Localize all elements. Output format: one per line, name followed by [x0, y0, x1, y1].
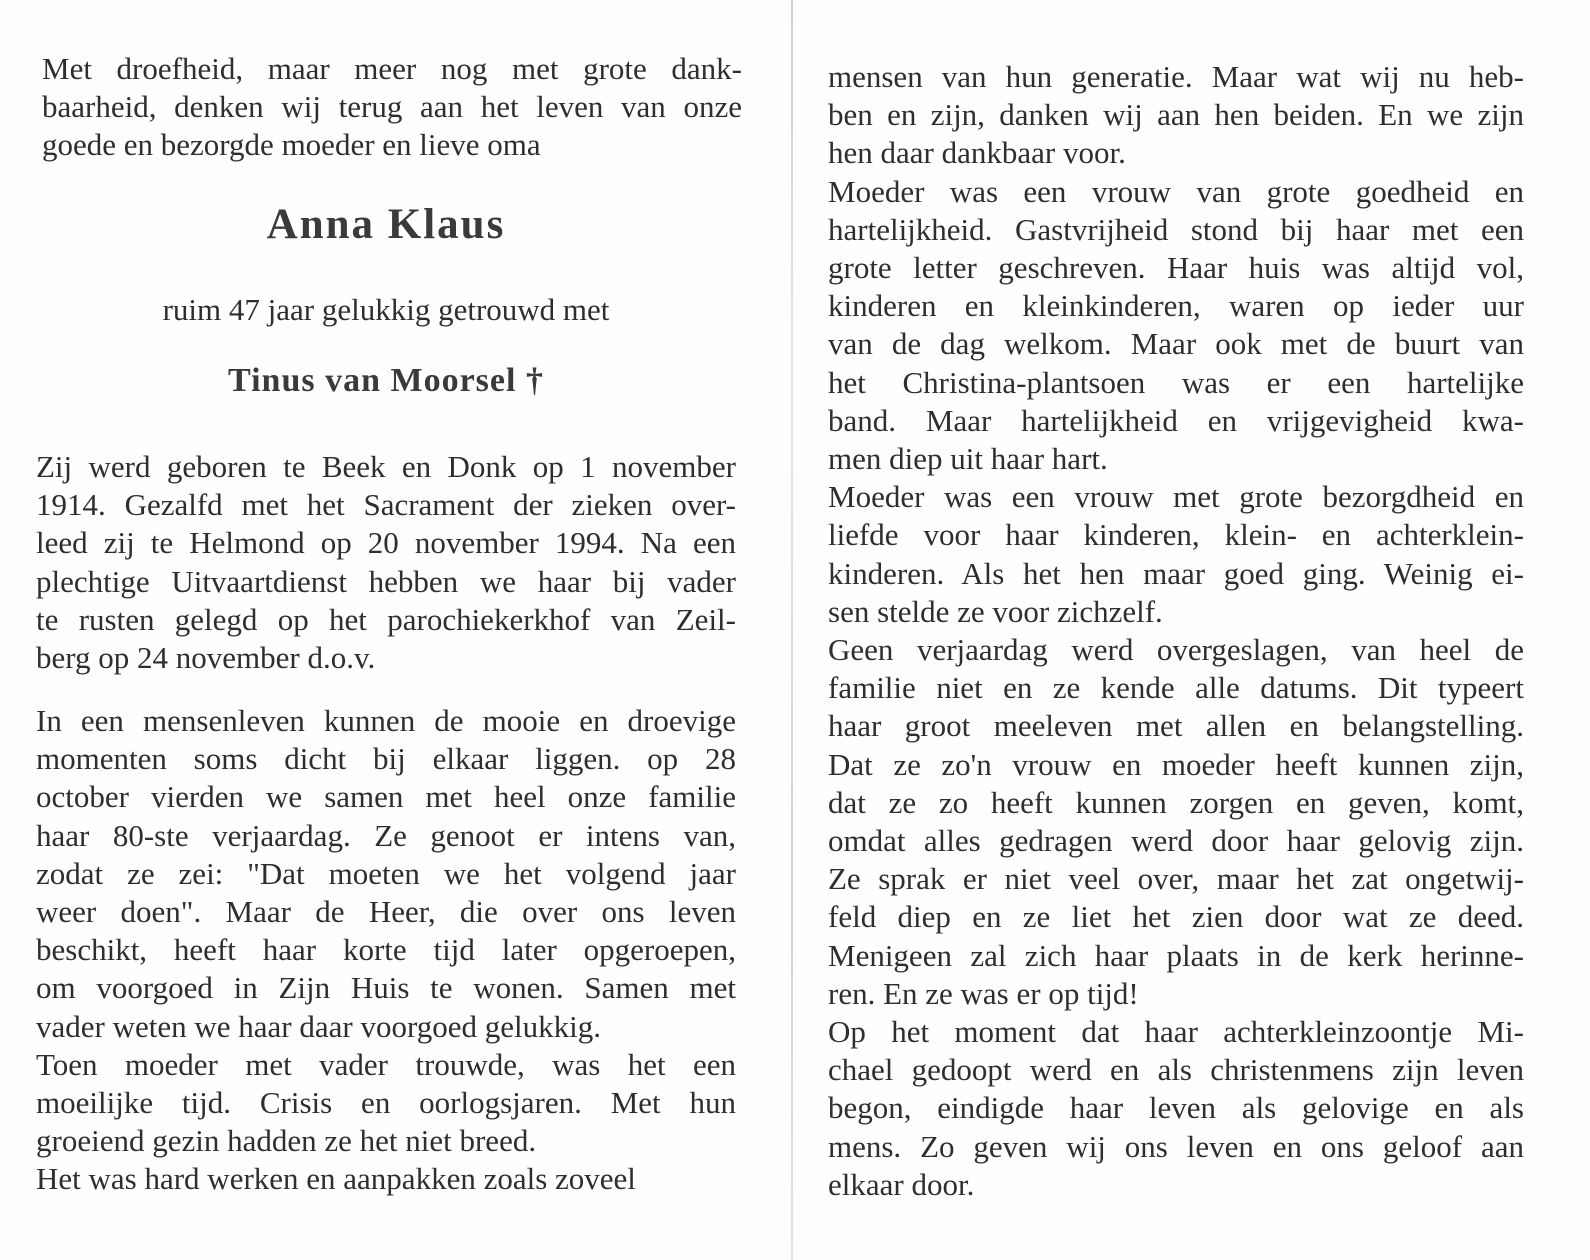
- text-line: band. Maar hartelijkheid en vrijgevigheid kwa-: [828, 402, 1524, 438]
- text-line: sen stelde ze voor zichzelf.: [828, 593, 1163, 629]
- text-line: Ze sprak er niet veel over, maar het zat ongetwij-: [828, 861, 1524, 897]
- text-line: beschikt, heeft haar korte tijd later opgeroepen,: [36, 932, 736, 968]
- intro-line: Met droefheid, maar meer nog met grote dank-: [42, 51, 742, 86]
- text-line: Geen verjaardag werd overgeslagen, van heel de: [828, 632, 1524, 668]
- text-line: men diep uit haar hart.: [828, 441, 1108, 477]
- text-line: familie niet en ze kende alle datums. Dit typeert: [828, 670, 1524, 706]
- text-line: zodat ze zei: "Dat moeten we het volgend jaar: [36, 855, 736, 891]
- text-line: kinderen en kleinkinderen, waren op ieder uur: [828, 288, 1524, 324]
- text-line: hartelijkheid. Gastvrijheid stond bij haar met een: [828, 211, 1524, 247]
- text-line: begon, eindigde haar leven als gelovige en als: [828, 1090, 1524, 1126]
- text-line: Dat ze zo'n vrouw en moeder heeft kunnen zijn,: [828, 746, 1524, 782]
- text-line: moeilijke tijd. Crisis en oorlogsjaren. Met hun: [36, 1085, 736, 1121]
- text-line: berg op 24 november d.o.v.: [36, 640, 376, 676]
- married-text: ruim 47 jaar gelukkig getrouwd met: [162, 292, 610, 327]
- text-line: leed zij te Helmond op 20 november 1994. Na een: [36, 525, 736, 561]
- text-line: Zij werd geboren te Beek en Donk op 1 november: [36, 449, 736, 484]
- text-line: hen daar dankbaar voor.: [828, 135, 1126, 171]
- text-line: plechtige Uitvaartdienst hebben we haar bij vader: [36, 563, 736, 599]
- text-line: Op het moment dat haar achterkleinzoontje Mi-: [828, 1014, 1524, 1050]
- text-line: 1914. Gezalfd met het Sacrament der zieken over-: [36, 487, 736, 523]
- text-line: haar groot meeleven met allen en belangstelling.: [828, 708, 1524, 744]
- text-line: groeiend gezin hadden ze het niet breed.: [36, 1123, 537, 1159]
- text-line: weer doen". Maar de Heer, die over ons leven: [36, 894, 736, 930]
- text-line: ren. En ze was er op tijd!: [828, 975, 1139, 1011]
- text-line: van de dag welkom. Maar ook met de buurt van: [828, 326, 1524, 362]
- text-line: momenten soms dicht bij elkaar liggen. op 28: [36, 741, 736, 777]
- text-line: Toen moeder met vader trouwde, was het een: [36, 1046, 736, 1082]
- text-line: mens. Zo geven wij ons leven en ons geloof aan: [828, 1128, 1524, 1164]
- text-line: het Christina-plantsoen was er een hartelijke: [828, 364, 1524, 400]
- tribute-text: [828, 58, 1524, 1204]
- text-line: ben en zijn, danken wij aan hen beiden. En we zijn: [828, 97, 1524, 133]
- text-line: Moeder was een vrouw met grote bezorgdheid en: [828, 479, 1524, 515]
- text-line: feld diep en ze liet het zien door wat ze deed.: [828, 899, 1524, 935]
- text-line: october vierden we samen met heel onze familie: [36, 779, 736, 815]
- birth-paragraph: [36, 448, 736, 677]
- text-line: Het was hard werken en aanpakken zoals zoveel: [36, 1161, 636, 1197]
- text-line: vader weten we haar daar voorgoed gelukkig.: [36, 1008, 601, 1044]
- spouse-name: Tinus van Moorsel †: [228, 362, 544, 399]
- text-line: haar 80-ste verjaardag. Ze genoot er intens van,: [36, 817, 736, 853]
- text-line: omdat alles gedragen werd door haar gelovig zijn.: [828, 823, 1524, 859]
- intro-line: goede en bezorgde moeder en lieve oma: [42, 127, 541, 162]
- text-line: Menigeen zal zich haar plaats in de kerk herinne-: [828, 937, 1524, 973]
- intro-line: baarheid, denken wij terug aan het leven van onze: [42, 89, 742, 124]
- deceased-name: Anna Klaus: [266, 201, 506, 248]
- text-line: mensen van hun generatie. Maar wat wij nu heb-: [828, 59, 1524, 94]
- text-line: elkaar door.: [828, 1166, 975, 1202]
- card-fold-line: [791, 0, 793, 1260]
- text-line: kinderen. Als het hen maar goed ging. Weinig ei-: [828, 555, 1524, 591]
- intro-text: [42, 50, 742, 164]
- text-line: In een mensenleven kunnen de mooie en droevige: [36, 703, 736, 738]
- text-line: te rusten gelegd op het parochiekerkhof van Zeil-: [36, 601, 736, 637]
- text-line: dat ze zo heeft kunnen zorgen en geven, komt,: [828, 784, 1524, 820]
- text-line: om voorgoed in Zijn Huis te wonen. Samen met: [36, 970, 736, 1006]
- text-line: Moeder was een vrouw van grote goedheid en: [828, 173, 1524, 209]
- text-line: liefde voor haar kinderen, klein- en achterklein-: [828, 517, 1524, 553]
- life-paragraph: [36, 702, 736, 1199]
- text-line: grote letter geschreven. Haar huis was altijd vol,: [828, 250, 1524, 286]
- text-line: chael gedoopt werd en als christenmens zijn leven: [828, 1052, 1524, 1088]
